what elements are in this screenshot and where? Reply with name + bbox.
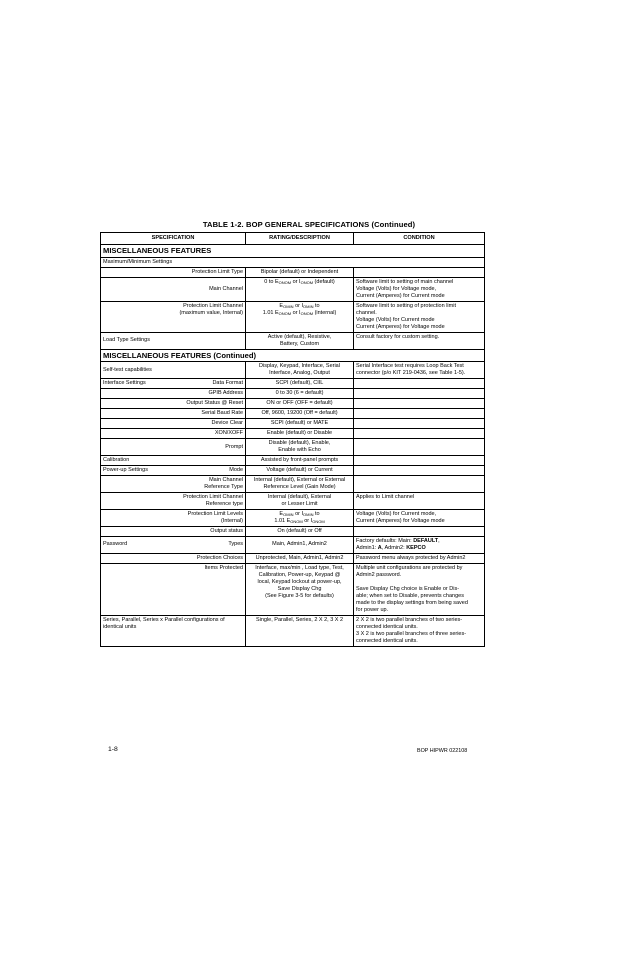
table-row bbox=[101, 563, 485, 615]
table-row bbox=[101, 409, 485, 419]
section-heading: MISCELLANEOUS FEATURES (Continued) bbox=[101, 349, 485, 362]
row-rating: Voltage (default) or Current bbox=[246, 466, 354, 476]
table-row bbox=[101, 389, 485, 399]
row-label: Interface Settings bbox=[101, 379, 174, 389]
row-rating: ON or OFF (OFF = default) bbox=[246, 399, 354, 409]
row-rating: $E_{OMIN}$ or $I_{OMIN}$ to 1.01 $E_{ONOM}$ or $I_{ONOM}$ bbox=[246, 509, 354, 526]
row-condition: Consult factory for custom setting. bbox=[354, 332, 485, 349]
row-sublabel: GPIB Address bbox=[174, 389, 246, 399]
row-rating: On (default) or Off bbox=[246, 526, 354, 536]
row-condition: Voltage (Volts) for Current mode, Current (Amperes) for Voltage mode bbox=[354, 509, 485, 526]
section-heading: MISCELLANEOUS FEATURES bbox=[101, 245, 485, 258]
row-label: Password bbox=[101, 536, 174, 553]
header-rating: RATING/DESCRIPTION bbox=[246, 233, 354, 245]
table-row bbox=[101, 526, 485, 536]
row-label: Self-test capabilities bbox=[101, 362, 246, 379]
table-row bbox=[101, 379, 485, 389]
row-sublabel: Protection Limit Channel Reference type bbox=[174, 492, 246, 509]
row-rating: Unprotected, Main, Admin1, Admin2 bbox=[246, 553, 354, 563]
row-label: Power-up Settings bbox=[101, 466, 174, 476]
table-row bbox=[101, 301, 485, 332]
table-row bbox=[101, 509, 485, 526]
row-condition: Serial Interface test requires Loop Back Test connector (p/o KIT 219-0436, see Table 1-5). bbox=[354, 362, 485, 379]
specifications-table bbox=[100, 232, 485, 647]
table-row bbox=[101, 362, 485, 379]
section-row bbox=[101, 245, 485, 258]
table-row bbox=[101, 439, 485, 456]
row-sublabel: Protection Limit Channel (maximum value, Internal) bbox=[174, 301, 246, 332]
row-sublabel: Output Status @ Reset bbox=[174, 399, 246, 409]
row-sublabel: Prompt bbox=[174, 439, 246, 456]
row-sublabel: Mode bbox=[174, 466, 246, 476]
row-condition: Software limit to setting of protection limit channel. Voltage (Volts) for Current mode Current (Amperes) for Voltage mode bbox=[354, 301, 485, 332]
row-rating: Disable (default), Enable, Enable with Echo bbox=[246, 439, 354, 456]
row-sublabel: Protection Limit Levels (Internal) bbox=[174, 509, 246, 526]
row-label: Load Type Settings bbox=[101, 332, 246, 349]
row-sublabel: Device Clear bbox=[174, 419, 246, 429]
row-rating: Enable (default) or Disable bbox=[246, 429, 354, 439]
row-label: Series, Parallel, Series x Parallel configurations of identical units bbox=[101, 615, 246, 646]
table-row bbox=[101, 267, 485, 277]
row-rating: Bipolar (default) or Independent bbox=[246, 267, 354, 277]
row-sublabel: Protection Choices bbox=[174, 553, 246, 563]
row-rating: Internal (default), External or Lesser Limit bbox=[246, 492, 354, 509]
table-row bbox=[101, 429, 485, 439]
table-row bbox=[101, 456, 485, 466]
row-rating: $E_{OMIN}$ or $I_{OMIN}$ to 1.01 $E_{ONOM}$ or $I_{ONOM}$ (internal) bbox=[246, 301, 354, 332]
row-rating: SCPI (default), CIIL bbox=[246, 379, 354, 389]
row-condition: 2 X 2 is two parallel branches of two series- connected identical units. 3 X 2 is two parallel branches of three series- connected identical units. bbox=[354, 615, 485, 646]
section-row bbox=[101, 349, 485, 362]
table-row bbox=[101, 476, 485, 493]
row-rating: 0 to 30 (6 = default) bbox=[246, 389, 354, 399]
row-sublabel: Protection Limit Type bbox=[174, 267, 246, 277]
row-condition: Software limit to setting of main channel Voltage (Volts) for Voltage mode, Current (Amperes) for Current mode bbox=[354, 277, 485, 301]
document-id: BOP HIPWR 022108 bbox=[417, 748, 468, 754]
row-sublabel: Output status bbox=[174, 526, 246, 536]
row-rating: Main, Admin1, Admin2 bbox=[246, 536, 354, 553]
row-condition: Password menu always protected by Admin2 bbox=[354, 553, 485, 563]
row-sublabel: Types bbox=[174, 536, 246, 553]
row-rating: SCPI (default) or MATE bbox=[246, 419, 354, 429]
table-row bbox=[101, 466, 485, 476]
row-rating: Off, 9600, 19200 (Off = default) bbox=[246, 409, 354, 419]
row-sublabel: Main Channel Reference Type bbox=[174, 476, 246, 493]
table-row bbox=[101, 492, 485, 509]
table-row bbox=[101, 419, 485, 429]
row-rating: Display, Keypad, Interface, Serial Interface, Analog, Output bbox=[246, 362, 354, 379]
table-row bbox=[101, 536, 485, 553]
row-rating: Interface, max/min , Load type, Test, Calibration, Power-up, Keypad @ local, Keypad lockout at power-up, Save Display Chg (See Figure 3-5 for defaults) bbox=[246, 563, 354, 615]
table-row bbox=[101, 553, 485, 563]
header-row bbox=[101, 233, 485, 245]
row-condition: Multiple unit configurations are protected by Admin2 password. Save Display Chg choice is Enable or Dis- able; when set to Disable, prevents changes made to the display settings from being saved for power up. bbox=[354, 563, 485, 615]
row-sublabel: Main Channel bbox=[174, 277, 246, 301]
row-rating: 0 to $E_{ONOM}$ or $I_{ONOM}$ (default) bbox=[246, 277, 354, 301]
page-number: 1-8 bbox=[108, 746, 118, 753]
row-sublabel: Data Format bbox=[174, 379, 246, 389]
table-row bbox=[101, 277, 485, 301]
table-title: TABLE 1-2. BOP GENERAL SPECIFICATIONS (Continued) bbox=[202, 220, 416, 229]
row-condition: Factory defaults: Main: DEFAULT, Admin1: A, Admin2: KEPCO bbox=[354, 536, 485, 553]
table-row bbox=[101, 615, 485, 646]
row-rating: Assisted by front-panel prompts bbox=[246, 456, 354, 466]
row-rating: Active (default), Resistive, Battery, Custom bbox=[246, 332, 354, 349]
row-rating: Single, Parallel, Series, 2 X 2, 3 X 2 bbox=[246, 615, 354, 646]
row-rating: Internal (default), External or External Reference Level (Gain Mode) bbox=[246, 476, 354, 493]
row-sublabel: Serial Baud Rate bbox=[174, 409, 246, 419]
row-sublabel: Items Protected bbox=[174, 563, 246, 615]
header-condition: CONDITION bbox=[354, 233, 485, 245]
table-row bbox=[101, 332, 485, 349]
row-label: Calibration bbox=[101, 456, 246, 466]
row-label: Maximum/Minimum Settings bbox=[101, 257, 485, 267]
row-condition: Applies to Limit channel bbox=[354, 492, 485, 509]
table-row bbox=[101, 257, 485, 267]
row-sublabel: XON/XOFF bbox=[174, 429, 246, 439]
header-specification: SPECIFICATION bbox=[101, 233, 246, 245]
table-row bbox=[101, 399, 485, 409]
